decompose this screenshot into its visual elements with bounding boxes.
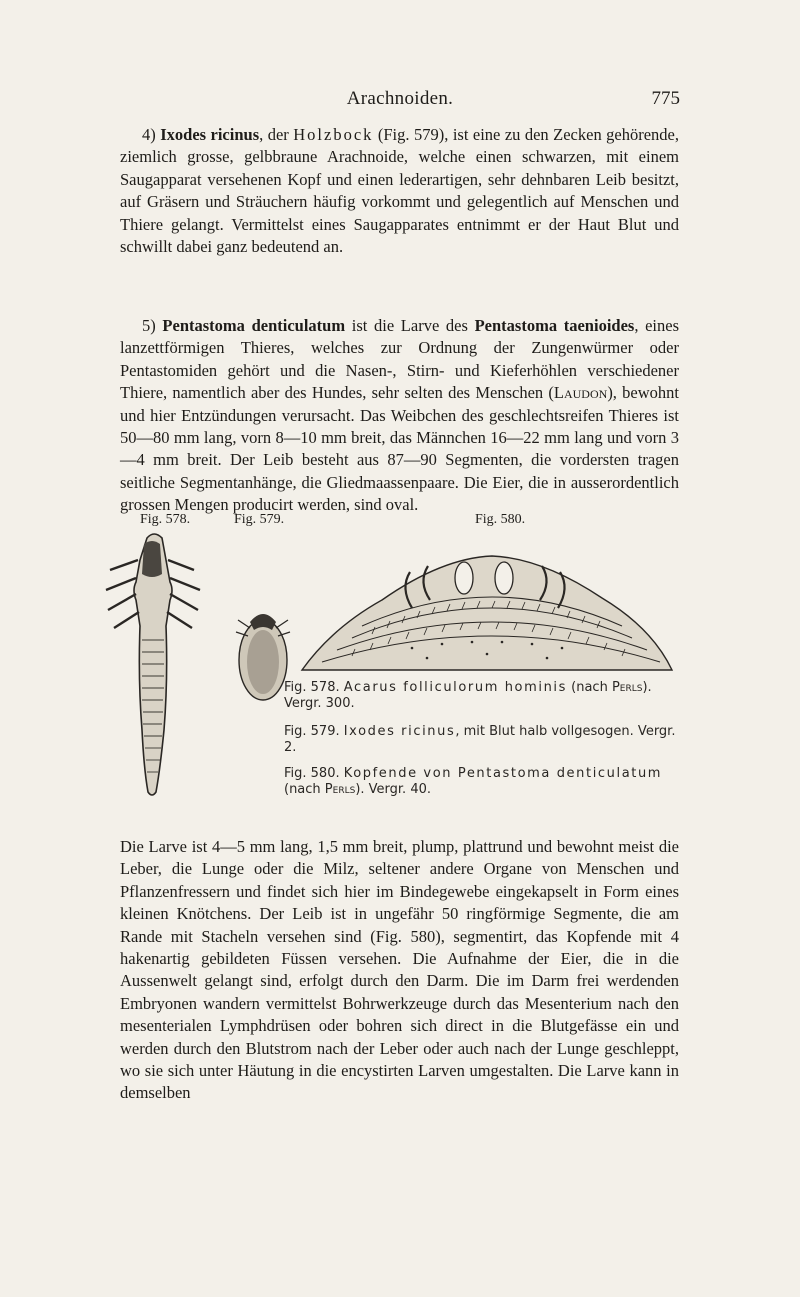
term-ixodes: Ixodes ricinus: [160, 125, 260, 144]
term-pentastoma-taenioides: Pentastoma taenioides: [474, 316, 635, 335]
text-run: ). Vergr. 300.: [284, 680, 652, 711]
text-run: ist die Larve des: [345, 316, 475, 335]
paragraph-larve: [120, 836, 679, 1105]
caption-fig-578: [284, 680, 680, 712]
text-run: Die Larve ist 4—5 mm lang, 1,5 mm breit, plump, plattrund und bewohnt meist die Leber, die Lunge oder die Milz, seltener andere Organe von Menschen und Pflanzenfressern und findet sich hier im Bindegewebe eingekapselt in Form eines kleinen Knötchens. Der Leib ist in ungefähr 50 ringförmige Segmente, die am Rande mit Stacheln versehen sind (Fig. 580), segmentirt, das Kopfende mit 4 hakenartig gebildeten Füssen versehen. Die Aufnahme der Eier, die in die Aussenwelt gelangt sind, erfolgt durch den Darm. Die im Darm frei werdenden Embryonen wandern vermittelst Bohrwerkzeuge durch das Mesenterium nach den mesenterialen Lymphdrüsen oder bohren sich direct in die Blutgefässe ein und werden durch den Blutstrom nach der Leber oder auch nach der Lunge geschleppt, wo sie sich unter Häutung in die encystirten Larven umgestalten. Die Larve kann in demselben: [120, 837, 679, 1103]
item-number: 5): [142, 316, 156, 335]
text-run: , der: [259, 125, 294, 144]
species-name: Ixodes ricinus: [343, 724, 456, 739]
author-name: Laudon: [553, 383, 608, 403]
running-title: Arachnoiden.: [346, 88, 454, 109]
term-pentastoma-denticulatum: Pentastoma denticulatum: [162, 316, 346, 335]
figure-label-578: Fig. 578.: [140, 512, 191, 527]
author-name: Perls: [324, 782, 356, 797]
species-name: Acarus folliculorum hominis: [343, 680, 568, 695]
page-header: [120, 88, 680, 116]
text-run: ). Vergr. 40.: [355, 782, 431, 797]
species-name: Kopfende von Pentastoma denticulatum: [343, 766, 663, 781]
text-run: (nach: [284, 782, 325, 797]
caption-lead: Fig. 580.: [284, 766, 340, 781]
caption-lead: Fig. 579.: [284, 724, 340, 739]
paragraph-ixodes: [120, 124, 679, 258]
mite-drawing: [92, 530, 222, 800]
figure-label-579: Fig. 579.: [234, 512, 285, 527]
item-number: 4): [142, 125, 156, 144]
paragraph-pentastoma: [120, 315, 679, 517]
author-name: Perls: [611, 680, 643, 695]
text-run: (nach: [567, 680, 612, 695]
caption-lead: Fig. 578.: [284, 680, 340, 695]
page-number: 775: [651, 88, 680, 109]
caption-fig-579: [284, 724, 680, 756]
figure-578-illustration: [92, 530, 222, 800]
text-run: , eines lanzettförmigen Thieres, welches zur Ordnung der Zungenwürmer oder Pentastomiden gehört und die Nasen-, Stirn- und Kieferhöhlen verschiedener Thiere, namentlich aber des Hundes, sehr selten des Menschen (: [120, 316, 680, 403]
text-run: (Fig. 579), ist eine zu den Zecken gehörende, ziemlich grosse, gelbbraune Arachnoide, welche einen schwarzen, mit einem Saugapparat versehenen Kopf und einen lederartigen, sehr dehnbaren Leib besitzt, auf Gräsern und Sträuchern häufig vorkommt und gelegentlich auf Menschen und Thiere gelangt. Vermittelst eines Saugapparates entnimmt er der Haut Blut und schwillt dabei ganz bedeutend an.: [120, 125, 680, 257]
figure-580-illustration: [292, 538, 680, 678]
caption-fig-580: [284, 766, 680, 798]
text-run: ), bewohnt und hier Entzündungen verursacht. Das Weibchen des geschlechtsreifen Thieres ist 50—80 mm lang, vorn 8—10 mm breit, das Männchen 16—22 mm lang und vorn 3—4 mm breit. Der Leib besteht aus 87—90 Segmenten, die vordersten tragen seitliche Segmentanhänge, die Gliedmaassenpaare. Die Eier, die in ausserordentlich grossen Mengen producirt werden, sind oval.: [120, 383, 679, 515]
text-run: , mit Blut halb vollgesogen. Vergr. 2.: [284, 724, 676, 755]
figure-label-580: Fig. 580.: [475, 512, 526, 527]
common-name: Holzbock: [293, 125, 374, 144]
pentastoma-head-drawing: [292, 538, 680, 678]
